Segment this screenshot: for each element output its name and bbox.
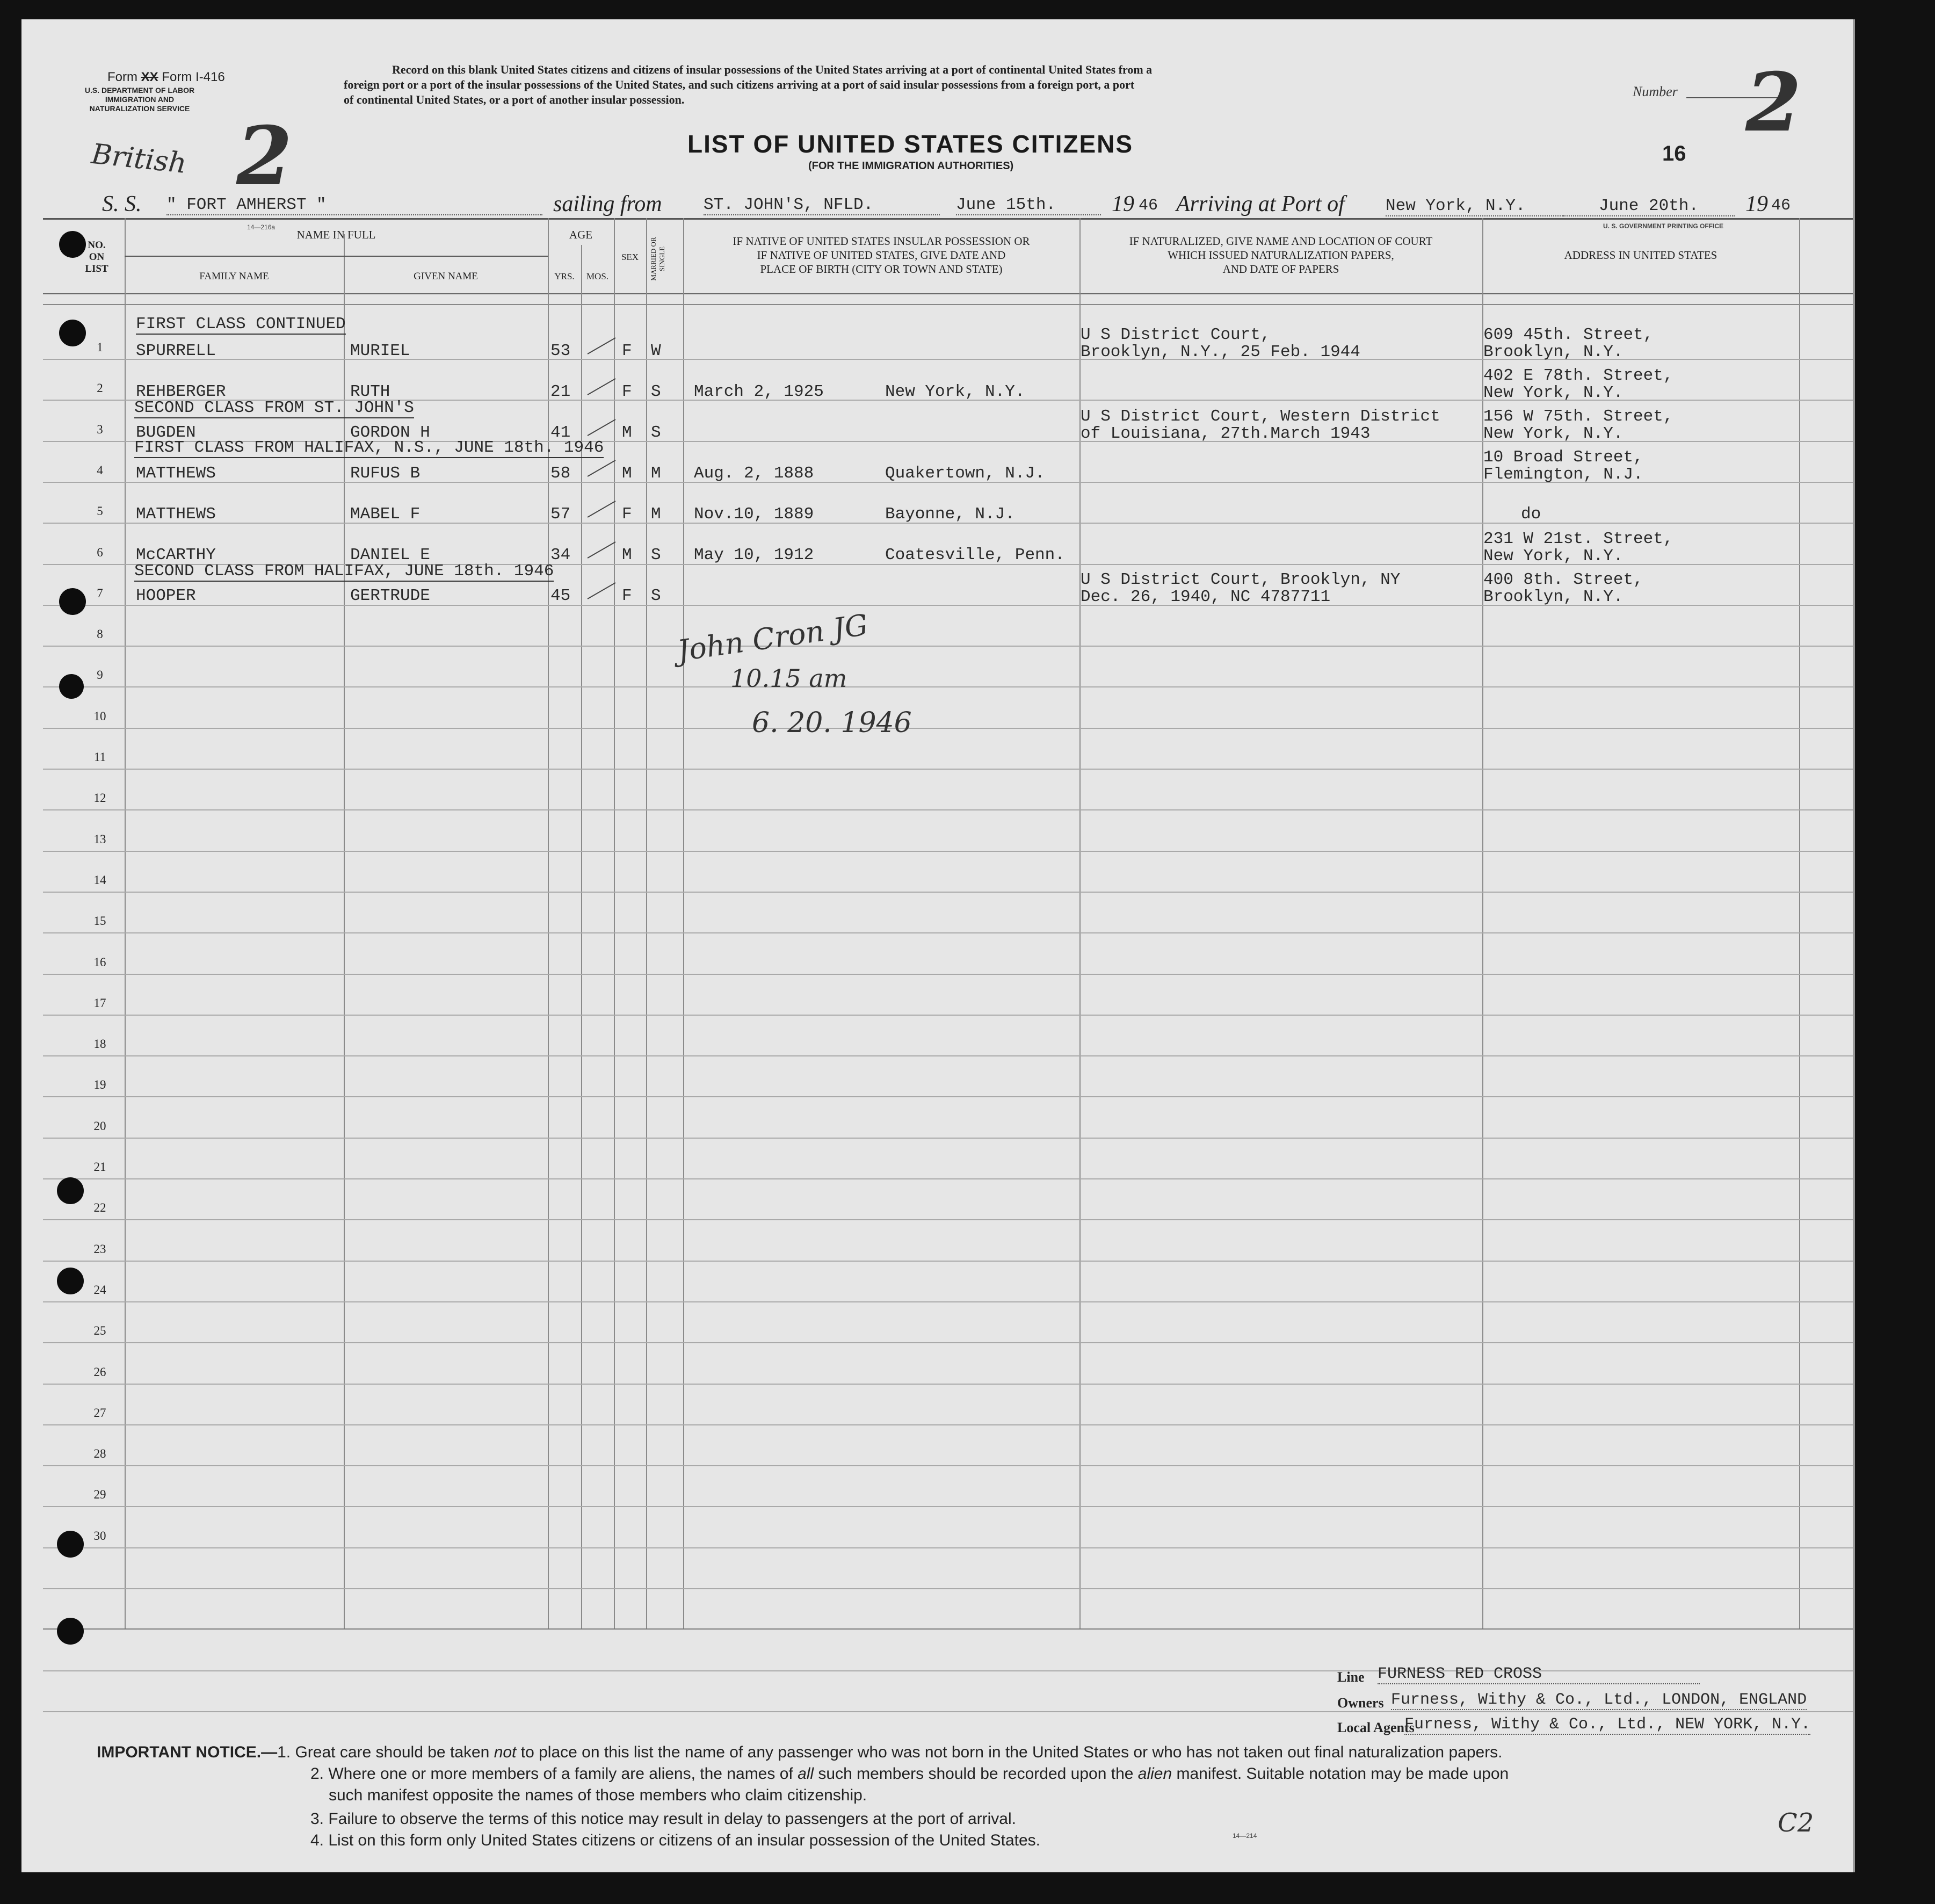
row-ruling [43, 1055, 1853, 1056]
name-header-rule [125, 256, 548, 257]
address-line-1: 402 E 78th. Street, [1483, 366, 1673, 385]
manifest-page [21, 19, 1855, 1872]
marital-status: S [651, 587, 661, 605]
row-ruling [43, 1547, 1853, 1548]
address-line-1: 156 W 75th. Street, [1483, 407, 1673, 426]
section-second-class-halifax: SECOND CLASS FROM HALIFAX, JUNE 18th. 1946 [134, 562, 554, 581]
age-months-slash [588, 378, 616, 395]
department-block [75, 86, 204, 113]
arriving-label: Arriving at Port of [1176, 192, 1345, 216]
header-bottom-rule [43, 293, 1853, 294]
sail-year: 46 [1139, 197, 1158, 215]
col-line [614, 218, 615, 1628]
header-native [683, 234, 1079, 276]
line-label: Line [1337, 1669, 1365, 1685]
row-number: 29 [93, 1488, 106, 1502]
family-name: SPURRELL [136, 342, 216, 360]
header-naturalized-line: AND DATE OF PAPERS [1222, 263, 1339, 276]
handwritten-british: British [90, 137, 189, 180]
row-ruling [43, 892, 1853, 893]
owners-label: Owners [1337, 1695, 1384, 1711]
age-years: 58 [550, 464, 571, 483]
row-number: 22 [93, 1201, 106, 1215]
row-number: 15 [93, 914, 106, 928]
number-label: Number [1633, 84, 1678, 99]
row-number: 13 [93, 832, 106, 846]
ss-label: S. S. [102, 192, 142, 216]
age-months-slash [588, 541, 616, 559]
address-line-2: Brooklyn, N.Y. [1483, 343, 1624, 361]
header-native-line: IF NATIVE OF UNITED STATES INSULAR POSSESSION OR [733, 235, 1030, 248]
row-number: 20 [93, 1119, 106, 1133]
arrival-date: June 20th. [1563, 197, 1735, 216]
header-sex: SEX [621, 252, 639, 262]
row-number: 21 [93, 1160, 106, 1174]
header-on: ON [89, 251, 105, 263]
arrival-year: 46 [1771, 197, 1791, 215]
handwritten-number: 2 [1745, 55, 1802, 150]
header-native-line: IF NATIVE OF UNITED STATES, GIVE DATE AND [757, 249, 1006, 262]
agents-value: Furness, Withy & Co., Ltd., NEW YORK, N.Y. [1404, 1715, 1811, 1734]
row-number: 19 [93, 1078, 106, 1092]
court-line-2: of Louisiana, 27th.March 1943 [1081, 424, 1371, 443]
notice-lead: IMPORTANT NOTICE.— [97, 1743, 278, 1761]
row-number: 25 [93, 1324, 106, 1338]
row-number: 2 [97, 381, 103, 395]
row-ruling [43, 974, 1853, 975]
table-top-rule [43, 218, 1853, 220]
row-ruling [43, 1301, 1853, 1302]
family-name: MATTHEWS [136, 505, 216, 524]
dept-line: U.S. DEPARTMENT OF LABOR [84, 86, 195, 95]
given-name: DANIEL E [350, 546, 430, 564]
col-line [125, 218, 126, 1628]
marital-status: M [651, 505, 661, 524]
dept-line: IMMIGRATION AND [105, 95, 175, 104]
section-header [136, 315, 346, 334]
court-line-2: Brooklyn, N.Y., 25 Feb. 1944 [1081, 343, 1360, 361]
form-number-text: Form I-416 [162, 70, 225, 84]
arrival-year-prefix: 19 [1745, 192, 1768, 216]
notice-2 [97, 1765, 1509, 1786]
section-header [134, 399, 414, 417]
sail-date: June 15th. [956, 196, 1101, 215]
header-married-single: MARRIED OR SINGLE [649, 237, 666, 281]
notice-3: 3. Failure to observe the terms of this notice may result in delay to passengers at the port of arrival. [310, 1810, 1016, 1828]
address-line-2: New York, N.Y. [1483, 424, 1624, 443]
row-ruling [43, 1506, 1853, 1507]
col-line [548, 218, 549, 1628]
address-line-1: do [1521, 505, 1541, 524]
corner-mark: C2 [1778, 1808, 1814, 1838]
row-number: 17 [93, 996, 106, 1010]
marital-status: S [651, 423, 661, 442]
address-line-1: 10 Broad Street, [1483, 448, 1643, 467]
row-number: 28 [93, 1447, 106, 1461]
notice-2a: 2. Where one or more members of a family are aliens, the names of [310, 1765, 798, 1783]
punch-hole [57, 1618, 84, 1645]
address-line-1: 609 45th. Street, [1483, 325, 1654, 344]
printer-office: U. S. GOVERNMENT PRINTING OFFICE [1603, 222, 1724, 230]
form-number [107, 70, 225, 85]
family-name: HOOPER [136, 587, 196, 605]
notice-4: 4. List on this form only United States citizens or citizens of an insular possession of the United States. [310, 1831, 1041, 1849]
birth-place: Bayonne, N.J. [885, 505, 1015, 524]
handwritten-page-number: 2 [236, 109, 293, 204]
record-notice-line: of continental United States, or a port of another insular possession. [344, 93, 685, 106]
header-no: NO. [88, 240, 106, 251]
col-line [1799, 218, 1800, 1628]
punch-hole [59, 320, 86, 346]
birth-date: March 2, 1925 [694, 382, 824, 401]
header-name-in-full: NAME IN FULL [296, 228, 376, 241]
row-number: 18 [93, 1037, 106, 1051]
row-number: 11 [93, 750, 106, 764]
row-number: 23 [93, 1242, 106, 1256]
notice-1 [97, 1743, 1509, 1765]
row-number: 1 [97, 341, 103, 354]
address-line-2: New York, N.Y. [1483, 547, 1624, 566]
row-ruling [43, 932, 1853, 933]
form-title: LIST OF UNITED STATES CITIZENS [687, 130, 1134, 158]
given-name: MURIEL [350, 342, 410, 360]
row-number: 24 [93, 1283, 106, 1297]
col-line [683, 218, 684, 1628]
family-name: McCARTHY [136, 546, 216, 564]
address-line-2: New York, N.Y. [1483, 383, 1624, 402]
record-notice [344, 62, 1557, 107]
row-number: 16 [93, 955, 106, 969]
address-line-2: Brooklyn, N.Y. [1483, 588, 1624, 606]
arrival-port: New York, N.Y. [1386, 197, 1563, 216]
row-number: 9 [97, 668, 103, 682]
inspector-time: 10.15 am [730, 664, 847, 693]
notice-2d: such manifest opposite the names of those members who claim citizenship. [329, 1786, 867, 1804]
row-ruling [43, 769, 1853, 770]
inspector-signature: John Cron JG [675, 607, 870, 668]
row-ruling [43, 1219, 1853, 1220]
row-ruling [43, 1465, 1853, 1466]
address-line-1: 400 8th. Street, [1483, 570, 1643, 589]
header-naturalized-line: IF NATURALIZED, GIVE NAME AND LOCATION OF COURT [1129, 235, 1433, 248]
line-value: FURNESS RED CROSS [1378, 1665, 1700, 1684]
age-years: 53 [550, 342, 571, 360]
age-months-slash [588, 501, 616, 518]
header-yrs: YRS. [554, 271, 575, 281]
notice-2b: such members should be recorded upon the [814, 1765, 1138, 1783]
row-ruling [43, 1138, 1853, 1139]
court-line-1: U S District Court, Brooklyn, NY [1081, 570, 1401, 589]
family-name: MATTHEWS [136, 464, 216, 483]
page-16: 16 [1662, 142, 1686, 165]
given-name: RUTH [350, 382, 390, 401]
marital-status: S [651, 546, 661, 564]
header-naturalized [1079, 234, 1482, 276]
section-header [134, 562, 554, 581]
col-line [646, 218, 647, 1628]
notice-1b: to place on this list the name of any passenger who was not born in the United States or who has not taken out final naturalization papers. [516, 1743, 1503, 1761]
sex: M [622, 464, 632, 483]
family-name: REHBERGER [136, 382, 226, 401]
birth-place: Coatesville, Penn. [885, 546, 1065, 564]
record-notice-line: Record on this blank United States citizens and citizens of insular possessions of the United States arriving at a port of continental United States from a [392, 63, 1153, 76]
header-native-line: PLACE OF BIRTH (CITY OR TOWN AND STATE) [760, 263, 1003, 276]
age-years: 34 [550, 546, 571, 564]
row-ruling [43, 1178, 1853, 1179]
age-years: 41 [550, 423, 571, 442]
row-number: 7 [97, 586, 103, 600]
header-family-name: FAMILY NAME [199, 271, 269, 282]
row-number: 30 [93, 1529, 106, 1543]
birth-place: Quakertown, N.J. [885, 464, 1045, 483]
row-ruling [43, 1588, 1853, 1589]
court-line-1: U S District Court, Western District [1081, 407, 1440, 426]
form-code-bottom: 14—214 [1233, 1832, 1257, 1840]
age-months-slash [588, 419, 616, 436]
ship-name: " FORT AMHERST " [166, 196, 542, 215]
line-info [1337, 1662, 1853, 1742]
sex: M [622, 546, 632, 564]
given-name: MABEL F [350, 505, 421, 524]
punch-hole [57, 1177, 84, 1204]
birth-place: New York, N.Y. [885, 382, 1025, 401]
row-ruling [43, 1342, 1853, 1343]
sex: F [622, 382, 632, 401]
header-naturalized-line: WHICH ISSUED NATURALIZATION PAPERS, [1168, 249, 1394, 262]
sex: F [622, 342, 632, 360]
row-ruling [43, 1424, 1853, 1425]
sail-year-prefix: 19 [1112, 192, 1134, 216]
important-notice [97, 1743, 1509, 1853]
row-ruling [43, 1015, 1853, 1016]
row-number: 12 [93, 791, 106, 805]
dept-line: NATURALIZATION SERVICE [89, 104, 190, 113]
address-line-1: 231 W 21st. Street, [1483, 530, 1673, 548]
section-first-class-continued: FIRST CLASS CONTINUED [136, 315, 346, 334]
notice-1-not: not [494, 1743, 517, 1761]
row-number: 4 [97, 463, 103, 477]
agents-label: Local Agents [1337, 1720, 1415, 1735]
record-notice-line: foreign port or a port of the insular possessions of the United States, and such citizens arriving at a port of said insular possessions from a foreign port, a port [344, 78, 1135, 91]
sailing-from-label: sailing from [553, 192, 662, 216]
form-struck: XX [141, 70, 158, 84]
sex: F [622, 505, 632, 524]
form-prefix: Form [107, 70, 137, 84]
row-ruling [43, 1096, 1853, 1097]
row-ruling [43, 1384, 1853, 1385]
punch-hole [59, 674, 84, 699]
court-line-2: Dec. 26, 1940, NC 4787711 [1081, 588, 1331, 606]
punch-hole [57, 1268, 84, 1294]
sex: M [622, 423, 632, 442]
row-number: 5 [97, 504, 103, 518]
given-name: GORDON H [350, 423, 430, 442]
birth-date: Nov.10, 1889 [694, 505, 814, 524]
birth-date: Aug. 2, 1888 [694, 464, 814, 483]
age-months-slash [588, 460, 616, 477]
form-subtitle: (FOR THE IMMIGRATION AUTHORITIES) [808, 160, 1014, 172]
row-ruling [43, 728, 1853, 729]
notice-2c: manifest. Suitable notation may be made upon [1172, 1765, 1509, 1783]
row-ruling [43, 646, 1853, 647]
punch-hole [59, 231, 86, 258]
section-first-class-halifax: FIRST CLASS FROM HALIFAX, N.S., JUNE 18th. 1946 [134, 438, 604, 457]
voyage-line [102, 190, 1837, 222]
header-age: AGE [569, 228, 593, 241]
punch-hole [57, 1531, 84, 1558]
from-port: ST. JOHN'S, NFLD. [704, 196, 940, 215]
row-number: 3 [97, 422, 103, 436]
age-months-slash [588, 582, 616, 599]
section-second-class-st-johns: SECOND CLASS FROM ST. JOHN'S [134, 399, 414, 417]
marital-status: S [651, 382, 661, 401]
row-ruling [43, 1629, 1853, 1630]
header-given-name: GIVEN NAME [414, 271, 478, 282]
notice-2-alien: alien [1137, 1765, 1172, 1783]
age-years: 21 [550, 382, 571, 401]
marital-status: M [651, 464, 661, 483]
row-ruling [43, 851, 1853, 852]
row-number: 8 [97, 627, 103, 641]
court-line-1: U S District Court, [1081, 325, 1271, 344]
birth-date: May 10, 1912 [694, 546, 814, 564]
age-years: 45 [550, 587, 571, 605]
age-years: 57 [550, 505, 571, 524]
address-line-2: Flemington, N.J. [1483, 465, 1643, 484]
notice-2-all: all [798, 1765, 814, 1783]
marital-status: W [651, 342, 661, 360]
inspector-date: 6. 20. 1946 [752, 707, 912, 739]
header-list: LIST [85, 263, 108, 274]
row-ruling [43, 686, 1853, 687]
header-address: ADDRESS IN UNITED STATES [1564, 249, 1717, 262]
punch-hole [59, 588, 86, 615]
header-bottom-rule-2 [43, 304, 1853, 305]
row-ruling [43, 1261, 1853, 1262]
given-name: RUFUS B [350, 464, 421, 483]
row-number: 10 [93, 709, 106, 723]
printer-code-top: 14—216a [247, 223, 276, 231]
notice-1a: 1. Great care should be taken [277, 1743, 494, 1761]
row-ruling [43, 809, 1853, 810]
row-number: 26 [93, 1365, 106, 1379]
age-months-slash [588, 337, 616, 354]
row-number: 6 [97, 545, 103, 559]
row-number: 14 [93, 873, 106, 887]
sex: F [622, 587, 632, 605]
given-name: GERTRUDE [350, 587, 430, 605]
header-mos: MOS. [586, 271, 609, 281]
row-number: 27 [93, 1406, 106, 1420]
family-name: BUGDEN [136, 423, 196, 442]
owners-value: Furness, Withy & Co., Ltd., LONDON, ENGLAND [1391, 1691, 1807, 1709]
